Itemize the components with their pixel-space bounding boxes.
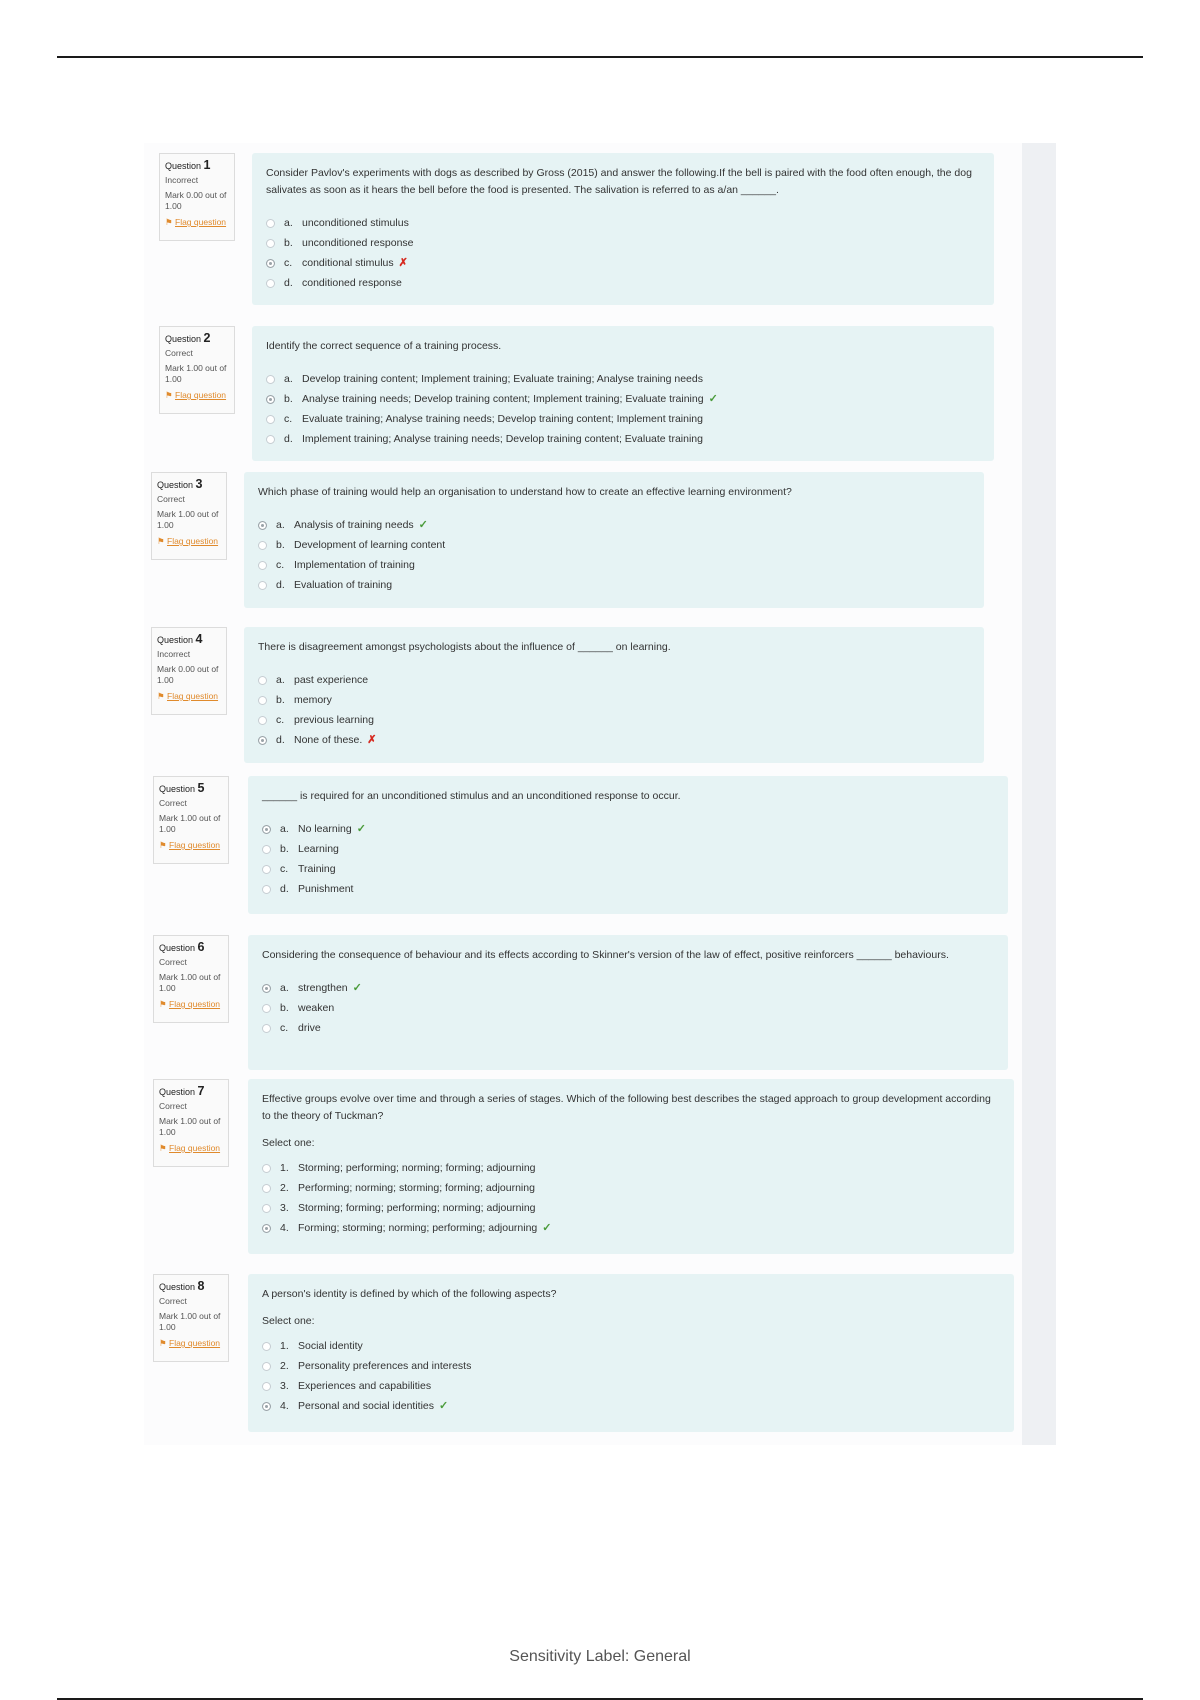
radio-button[interactable] — [258, 676, 267, 685]
flag-icon: ⚑ — [159, 1143, 167, 1153]
option-letter: d. — [284, 276, 293, 289]
question-content — [252, 326, 994, 461]
option-text: Personality preferences and interests — [298, 1359, 472, 1372]
correct-check-icon: ✓ — [418, 518, 428, 531]
option-text: Analyse training needs; Develop training content; Implement training; Evaluate training — [302, 392, 704, 405]
flag-question-label: Flag question — [169, 1143, 221, 1153]
option-letter: b. — [284, 236, 293, 249]
option-letter: b. — [276, 693, 285, 706]
radio-button[interactable] — [258, 541, 267, 550]
option-text: None of these. — [294, 733, 363, 746]
question-state: Correct — [159, 957, 187, 967]
option-letter: 4. — [280, 1221, 289, 1234]
flag-icon: ⚑ — [157, 691, 165, 701]
flag-question-link[interactable] — [165, 390, 229, 401]
question-content — [248, 1079, 1014, 1254]
question-state: Incorrect — [157, 649, 191, 659]
answer-option[interactable] — [258, 555, 970, 575]
radio-button[interactable] — [262, 825, 271, 834]
radio-button[interactable] — [266, 375, 275, 384]
radio-button[interactable] — [262, 1342, 271, 1351]
flag-icon: ⚑ — [165, 390, 173, 400]
select-one-prompt: Select one: — [262, 1137, 315, 1149]
question-content — [248, 1274, 1014, 1432]
option-letter: a. — [276, 673, 285, 686]
radio-button[interactable] — [258, 561, 267, 570]
answer-option[interactable] — [266, 213, 980, 233]
option-letter: b. — [276, 538, 285, 551]
question-number-value: 7 — [197, 1084, 205, 1098]
question-label: Question — [157, 635, 194, 645]
option-text: previous learning — [294, 713, 374, 726]
option-letter: b. — [280, 1001, 289, 1014]
option-letter: a. — [284, 372, 293, 385]
answer-option[interactable] — [258, 690, 970, 710]
question-number — [159, 942, 223, 954]
radio-button[interactable] — [258, 716, 267, 725]
option-text: conditioned response — [302, 276, 402, 289]
option-text: weaken — [298, 1001, 335, 1014]
option-letter: d. — [284, 432, 293, 445]
question-label: Question — [159, 784, 196, 794]
answer-option[interactable] — [262, 1336, 1000, 1356]
flag-icon: ⚑ — [157, 536, 165, 546]
flag-question-label: Flag question — [169, 840, 221, 850]
flag-icon: ⚑ — [159, 840, 167, 850]
question-number-value: 2 — [203, 331, 211, 345]
radio-button[interactable] — [262, 1024, 271, 1033]
question-label: Question — [165, 161, 202, 171]
flag-question-link[interactable] — [157, 691, 221, 702]
flag-question-label: Flag question — [169, 999, 221, 1009]
question-number-value: 3 — [195, 477, 203, 491]
top-rule — [57, 56, 1143, 58]
radio-button[interactable] — [262, 1402, 271, 1411]
option-text: Implementation of training — [294, 558, 415, 571]
correct-check-icon: ✓ — [352, 981, 362, 994]
option-letter: 1. — [280, 1339, 289, 1352]
scrollbar-track[interactable] — [1022, 143, 1056, 1445]
radio-button[interactable] — [262, 1004, 271, 1013]
question-info — [151, 472, 227, 560]
radio-button[interactable] — [262, 845, 271, 854]
radio-button[interactable] — [262, 1184, 271, 1193]
flag-question-link[interactable] — [165, 217, 229, 228]
option-text: Analysis of training needs — [294, 518, 414, 531]
option-letter: c. — [276, 713, 285, 726]
flag-question-link[interactable] — [159, 1338, 223, 1349]
option-letter: b. — [280, 842, 289, 855]
option-text: Evaluate training; Analyse training needs; Develop training content; Implement training — [302, 412, 703, 425]
radio-button[interactable] — [266, 435, 275, 444]
answer-option[interactable] — [262, 978, 994, 998]
answer-option[interactable] — [262, 879, 994, 899]
answer-option[interactable] — [262, 1356, 1000, 1376]
question-label: Question — [159, 1282, 196, 1292]
option-text: No learning — [298, 822, 352, 835]
option-text: Implement training; Analyse training needs; Develop training content; Evaluate training — [302, 432, 703, 445]
question-state: Correct — [165, 348, 193, 358]
option-text: Forming; storming; norming; performing; adjourning — [298, 1221, 538, 1234]
radio-button[interactable] — [266, 395, 275, 404]
option-text: unconditioned stimulus — [302, 216, 409, 229]
option-letter: b. — [284, 392, 293, 405]
question-mark: Mark 1.00 out of 1.00 — [157, 509, 219, 530]
radio-button[interactable] — [258, 521, 267, 530]
radio-button[interactable] — [266, 279, 275, 288]
question-number — [165, 160, 229, 172]
option-letter: c. — [276, 558, 285, 571]
question-text: A person's identity is defined by which of the following aspects? — [262, 1288, 557, 1300]
radio-button[interactable] — [262, 885, 271, 894]
question-text: Effective groups evolve over time and through a series of stages. Which of the following best describes the staged approach to group development according to the theory of Tuckman? — [262, 1093, 991, 1122]
option-letter: 2. — [280, 1181, 289, 1194]
option-letter: a. — [276, 518, 285, 531]
question-mark: Mark 1.00 out of 1.00 — [159, 972, 221, 993]
option-text: Social identity — [298, 1339, 363, 1352]
option-letter: c. — [280, 1021, 289, 1034]
question-info — [151, 627, 227, 715]
select-one-prompt: Select one: — [262, 1315, 315, 1327]
flag-icon: ⚑ — [159, 999, 167, 1009]
answer-option[interactable] — [266, 409, 980, 429]
correct-check-icon: ✓ — [542, 1221, 552, 1234]
question-info — [153, 776, 229, 864]
flag-question-link[interactable] — [159, 1143, 223, 1154]
radio-button[interactable] — [266, 219, 275, 228]
question-text: Considering the consequence of behaviour and its effects according to Skinner's version of the law of effect, positive reinforcers ______ behaviours. — [262, 949, 949, 961]
bottom-rule — [57, 1698, 1143, 1700]
option-text: drive — [298, 1021, 321, 1034]
question-number-value: 4 — [195, 632, 203, 646]
option-text: Performing; norming; storming; forming; adjourning — [298, 1181, 535, 1194]
question-info — [159, 326, 235, 414]
question-number — [159, 783, 223, 795]
answer-option[interactable] — [266, 389, 980, 409]
question-mark: Mark 1.00 out of 1.00 — [159, 1311, 221, 1332]
option-letter: 1. — [280, 1161, 289, 1174]
radio-button[interactable] — [266, 239, 275, 248]
question-content — [248, 776, 1008, 914]
question-number — [159, 1086, 223, 1098]
option-letter: a. — [284, 216, 293, 229]
option-text: past experience — [294, 673, 369, 686]
answer-option[interactable] — [258, 515, 970, 535]
question-number — [165, 333, 229, 345]
option-text: Storming; forming; performing; norming; adjourning — [298, 1201, 536, 1214]
answer-option[interactable] — [262, 819, 994, 839]
flag-question-label: Flag question — [175, 390, 227, 400]
question-number — [157, 634, 221, 646]
option-text: Development of learning content — [294, 538, 446, 551]
question-content — [252, 153, 994, 305]
option-text: Personal and social identities — [298, 1399, 434, 1412]
correct-check-icon: ✓ — [356, 822, 366, 835]
option-letter: 3. — [280, 1201, 289, 1214]
option-letter: c. — [284, 256, 293, 269]
flag-question-link[interactable] — [159, 840, 223, 851]
answer-option[interactable] — [262, 998, 994, 1018]
radio-button[interactable] — [258, 736, 267, 745]
answer-option[interactable] — [262, 1376, 1000, 1396]
flag-question-label: Flag question — [175, 217, 227, 227]
option-letter: 2. — [280, 1359, 289, 1372]
question-info — [153, 1274, 229, 1362]
question-label: Question — [159, 1087, 196, 1097]
question-label: Question — [159, 943, 196, 953]
radio-button[interactable] — [262, 1204, 271, 1213]
radio-button[interactable] — [266, 259, 275, 268]
radio-button[interactable] — [266, 415, 275, 424]
question-text: Which phase of training would help an organisation to understand how to create an effective learning environment? — [258, 486, 792, 498]
flag-question-link[interactable] — [159, 999, 223, 1010]
option-letter: d. — [276, 578, 285, 591]
option-letter: c. — [284, 412, 293, 425]
option-text: memory — [294, 693, 332, 706]
option-text: Training — [298, 862, 336, 875]
flag-question-label: Flag question — [167, 691, 219, 701]
flag-question-link[interactable] — [157, 536, 221, 547]
answer-option[interactable] — [258, 730, 970, 750]
correct-check-icon: ✓ — [708, 392, 718, 405]
option-text: conditional stimulus — [302, 256, 394, 269]
answer-option[interactable] — [258, 535, 970, 555]
sensitivity-label: Sensitivity Label: General — [509, 1648, 691, 1665]
question-mark: Mark 1.00 out of 1.00 — [165, 363, 227, 384]
radio-button[interactable] — [262, 1382, 271, 1391]
question-info — [153, 935, 229, 1023]
question-info — [159, 153, 235, 241]
question-mark: Mark 0.00 out of 1.00 — [157, 664, 219, 685]
question-number-value: 1 — [203, 158, 211, 172]
question-text: There is disagreement amongst psychologists about the influence of ______ on learning. — [258, 641, 671, 653]
correct-check-icon: ✓ — [439, 1399, 449, 1412]
question-content — [244, 472, 984, 608]
question-label: Question — [157, 480, 194, 490]
option-text: strengthen — [298, 981, 348, 994]
answer-option[interactable] — [266, 369, 980, 389]
question-number-value: 5 — [197, 781, 205, 795]
incorrect-cross-icon: ✗ — [367, 733, 377, 746]
radio-button[interactable] — [262, 1224, 271, 1233]
flag-icon: ⚑ — [159, 1338, 167, 1348]
radio-button[interactable] — [262, 1362, 271, 1371]
answer-option[interactable] — [258, 670, 970, 690]
question-number — [157, 479, 221, 491]
question-mark: Mark 1.00 out of 1.00 — [159, 1116, 221, 1137]
radio-button[interactable] — [262, 1164, 271, 1173]
answer-option[interactable] — [262, 1218, 1000, 1238]
option-text: Evaluation of training — [294, 578, 393, 591]
option-letter: a. — [280, 981, 289, 994]
question-content — [248, 935, 1008, 1070]
radio-button[interactable] — [258, 581, 267, 590]
question-state: Correct — [157, 494, 185, 504]
question-text: Consider Pavlov's experiments with dogs as described by Gross (2015) and answer the following.If the bell is paired with the food often enough, the dog salivates as soon as it hears the bell before the food is presented. The salivation is referred to as a/an ______. — [266, 167, 972, 196]
question-mark: Mark 0.00 out of 1.00 — [165, 190, 227, 211]
question-label: Question — [165, 334, 202, 344]
answer-option[interactable] — [258, 710, 970, 730]
question-number-value: 6 — [197, 940, 205, 954]
answer-option[interactable] — [262, 1178, 1000, 1198]
answer-option[interactable] — [262, 1018, 994, 1038]
option-text: Punishment — [298, 882, 354, 895]
question-info — [153, 1079, 229, 1167]
question-mark: Mark 1.00 out of 1.00 — [159, 813, 221, 834]
question-number — [159, 1281, 223, 1293]
option-letter: d. — [280, 882, 289, 895]
question-state: Correct — [159, 798, 187, 808]
option-text: unconditioned response — [302, 236, 414, 249]
option-letter: 3. — [280, 1379, 289, 1392]
question-text: Identify the correct sequence of a training process. — [266, 340, 502, 352]
answer-option[interactable] — [266, 273, 980, 293]
option-text: Storming; performing; norming; forming; adjourning — [298, 1161, 536, 1174]
option-text: Learning — [298, 842, 339, 855]
option-letter: d. — [276, 733, 285, 746]
option-letter: a. — [280, 822, 289, 835]
answer-option[interactable] — [266, 253, 980, 273]
incorrect-cross-icon: ✗ — [398, 256, 408, 269]
answer-option[interactable] — [262, 839, 994, 859]
question-state: Correct — [159, 1296, 187, 1306]
answer-option[interactable] — [262, 1198, 1000, 1218]
option-letter: 4. — [280, 1399, 289, 1412]
flag-icon: ⚑ — [165, 217, 173, 227]
question-state: Incorrect — [165, 175, 199, 185]
flag-question-label: Flag question — [167, 536, 219, 546]
answer-option[interactable] — [262, 1396, 1000, 1416]
flag-question-label: Flag question — [169, 1338, 221, 1348]
question-state: Correct — [159, 1101, 187, 1111]
answer-option[interactable] — [262, 859, 994, 879]
option-text: Develop training content; Implement training; Evaluate training; Analyse training needs — [302, 372, 703, 385]
radio-button[interactable] — [262, 865, 271, 874]
option-text: Experiences and capabilities — [298, 1379, 432, 1392]
option-letter: c. — [280, 862, 289, 875]
question-content — [244, 627, 984, 763]
question-text: ______ is required for an unconditioned stimulus and an unconditioned response to occur. — [262, 790, 681, 802]
answer-option[interactable] — [266, 429, 980, 449]
radio-button[interactable] — [258, 696, 267, 705]
radio-button[interactable] — [262, 984, 271, 993]
answer-option[interactable] — [262, 1158, 1000, 1178]
answer-option[interactable] — [258, 575, 970, 595]
question-number-value: 8 — [197, 1279, 205, 1293]
answer-option[interactable] — [266, 233, 980, 253]
